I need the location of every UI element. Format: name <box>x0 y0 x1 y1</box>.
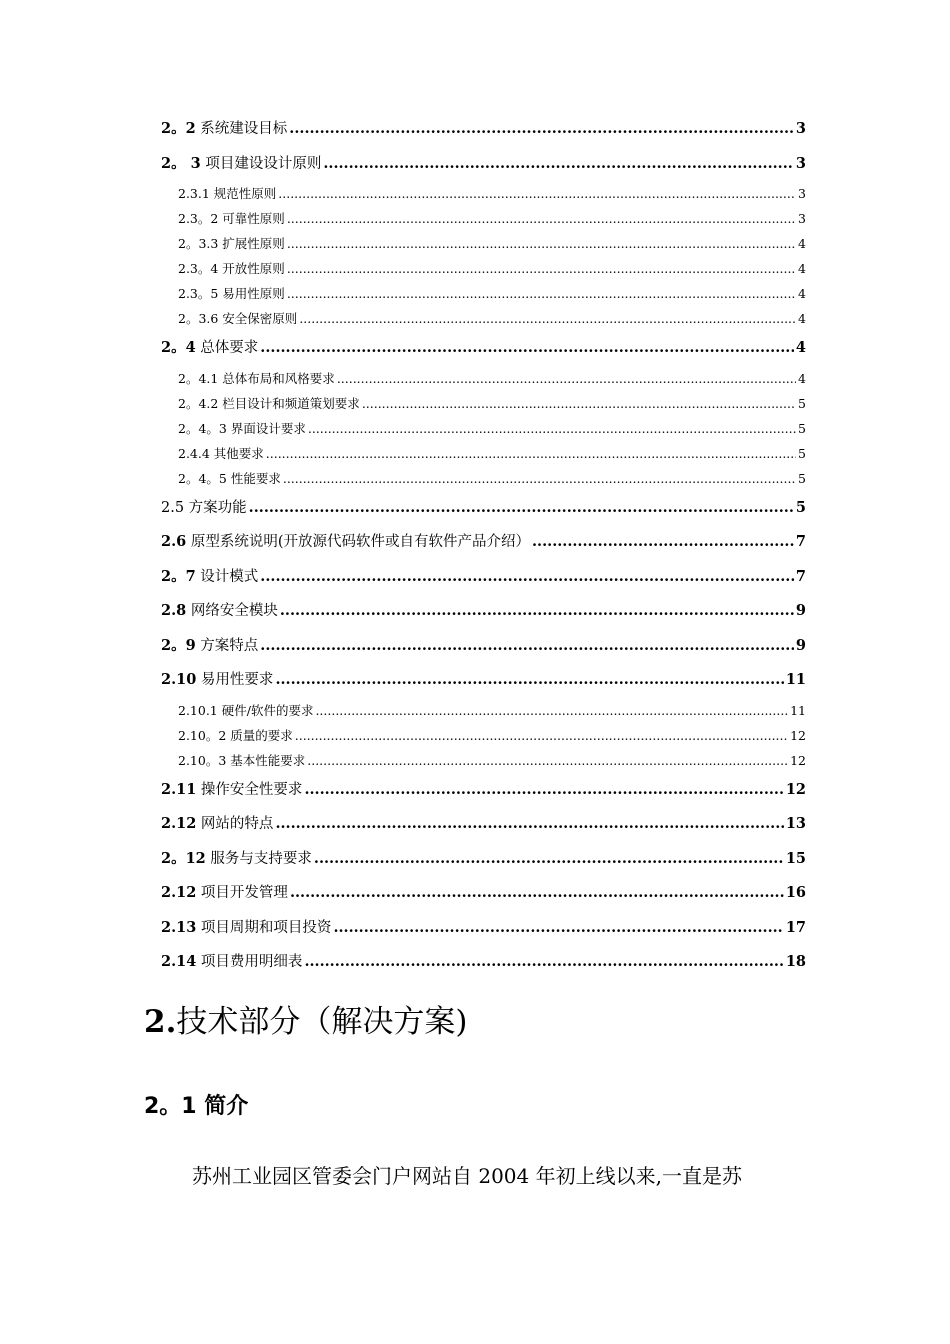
toc-dot-leader <box>260 331 794 366</box>
toc-page-number: 4 <box>795 339 806 356</box>
toc-dot-leader <box>260 629 794 664</box>
toc-entry-label <box>178 441 264 466</box>
toc-entry-label <box>161 773 302 808</box>
toc-page-number: 12 <box>790 727 806 743</box>
toc-page-number: 4 <box>798 236 806 251</box>
toc-entry-label <box>161 147 321 182</box>
toc-subentry[interactable] <box>161 256 806 281</box>
toc-entry-title: 项目开发管理 <box>196 885 288 901</box>
toc-entry[interactable] <box>161 945 806 980</box>
toc-entry-label <box>178 416 306 441</box>
toc-page-number: 18 <box>785 953 806 970</box>
toc-dot-leader <box>308 416 796 441</box>
toc-entry-label <box>161 876 288 911</box>
toc-entry-title: 操作安全性要求 <box>196 781 303 798</box>
toc-page-number: 11 <box>790 702 806 718</box>
toc-dot-leader <box>299 306 796 331</box>
toc-entry-title: 设计模式 <box>195 568 259 585</box>
section-heading-number: 2. <box>144 1004 177 1040</box>
toc-entry-label <box>178 466 281 491</box>
toc-entry-number: 2。7 <box>161 567 196 585</box>
toc-entry[interactable] <box>161 876 806 911</box>
toc-entry-number: 2.14 <box>161 953 197 970</box>
toc-entry-label <box>178 306 297 331</box>
toc-entry-title: 2.10。3 基本性能要求 <box>178 752 306 768</box>
toc-entry[interactable] <box>161 773 806 808</box>
toc-page-number: 11 <box>785 671 806 688</box>
toc-entry[interactable] <box>161 629 806 664</box>
toc-entry-label <box>161 911 331 946</box>
toc-dot-leader <box>307 748 788 773</box>
toc-page-number: 3 <box>795 120 806 137</box>
toc-entry-number: 2。 3 <box>161 154 201 172</box>
toc-page-number: 12 <box>790 752 806 768</box>
toc-entry-number: 2。9 <box>161 636 196 654</box>
toc-dot-leader <box>315 698 788 723</box>
toc-entry-title: 2。3.3 扩展性原则 <box>178 236 285 251</box>
toc-entry-label <box>161 629 258 664</box>
toc-entry-number: 2.8 <box>161 602 187 619</box>
toc-dot-leader <box>532 525 794 560</box>
toc-entry[interactable] <box>161 807 806 842</box>
toc-page-number: 17 <box>785 918 806 936</box>
toc-page-number: 4 <box>798 286 806 301</box>
toc-dot-leader <box>280 594 794 629</box>
toc-entry-title: 2.10.1 硬件/软件的要求 <box>178 702 314 718</box>
toc-entry-label <box>161 112 287 147</box>
toc-entry-title: 原型系统说明(开放源代码软件或自有软件产品介绍） <box>186 534 530 550</box>
section-heading <box>144 996 467 1041</box>
toc-entry-label <box>178 366 335 391</box>
toc-subentry[interactable] <box>161 748 806 773</box>
toc-entry-title: 项目周期和项目投资 <box>196 919 332 936</box>
toc-entry[interactable] <box>161 560 806 595</box>
toc-subentry[interactable] <box>161 281 806 306</box>
toc-dot-leader <box>287 281 796 306</box>
toc-page-number: 4 <box>798 261 806 276</box>
toc-entry-title: 易用性要求 <box>196 672 274 688</box>
toc-entry[interactable] <box>161 147 806 182</box>
toc-entry-label <box>161 663 273 698</box>
toc-entry[interactable] <box>161 663 806 698</box>
toc-entry-label <box>178 231 285 256</box>
toc-dot-leader <box>295 723 788 748</box>
toc-entry-label <box>178 206 285 231</box>
toc-dot-leader <box>249 491 794 526</box>
toc-dot-leader <box>287 231 796 256</box>
toc-subentry[interactable] <box>161 698 806 723</box>
toc-entry-label <box>178 748 305 773</box>
toc-entry-number: 2.12 <box>161 815 197 832</box>
toc-entry-label <box>161 945 302 980</box>
toc-entry-label <box>161 491 247 526</box>
toc-entry-label <box>161 594 278 629</box>
toc-dot-leader <box>275 807 783 842</box>
toc-page-number: 13 <box>785 815 806 832</box>
toc-subentry[interactable] <box>161 306 806 331</box>
toc-entry-title: 项目建设设计原则 <box>200 155 322 172</box>
toc-dot-leader <box>314 842 784 877</box>
toc-dot-leader <box>337 366 796 391</box>
toc-entry-title: 2.3.1 规范性原则 <box>178 186 277 201</box>
toc-subentry[interactable] <box>161 416 806 441</box>
toc-entry-label <box>178 698 313 723</box>
toc-entry-title: 总体要求 <box>195 340 259 356</box>
toc-entry-title: 2.3。4 开放性原则 <box>178 261 285 276</box>
toc-page-number: 5 <box>798 395 806 411</box>
toc-dot-leader <box>323 147 794 182</box>
toc-entry-number: 2。4 <box>161 339 196 356</box>
toc-dot-leader <box>287 206 796 231</box>
toc-page-number: 16 <box>785 884 806 901</box>
toc-entry[interactable] <box>161 911 806 946</box>
toc-dot-leader <box>283 466 796 491</box>
toc-subentry[interactable] <box>161 231 806 256</box>
toc-subentry[interactable] <box>161 466 806 491</box>
toc-entry-title: 2。4。3 界面设计要求 <box>178 420 306 436</box>
toc-entry[interactable] <box>161 112 806 147</box>
toc-subentry[interactable] <box>161 441 806 466</box>
toc-page-number: 4 <box>798 311 806 326</box>
toc-entry-label <box>178 723 293 748</box>
toc-entry-number: 2.11 <box>161 780 197 798</box>
toc-entry-title: 服务与支持要求 <box>205 850 312 867</box>
toc-entry-title: 方案特点 <box>195 637 259 654</box>
toc-subentry[interactable] <box>161 723 806 748</box>
toc-entry-title: 2.10。2 质量的要求 <box>178 727 293 743</box>
toc-dot-leader <box>290 876 784 911</box>
toc-dot-leader <box>362 391 796 416</box>
toc-dot-leader <box>278 181 796 206</box>
toc-page-number: 12 <box>785 780 806 798</box>
toc-dot-leader <box>287 256 796 281</box>
toc-page-number: 7 <box>795 533 806 550</box>
toc-entry-title: 2.3。5 易用性原则 <box>178 286 285 301</box>
toc-entry-number: 2。12 <box>161 849 206 867</box>
toc-entry-number: 2.6 <box>161 533 187 550</box>
toc-entry-label <box>161 525 530 560</box>
toc-page-number: 4 <box>798 370 806 386</box>
toc-entry-label <box>178 181 276 206</box>
toc-entry[interactable] <box>161 525 806 560</box>
toc-dot-leader <box>304 945 783 980</box>
toc-entry-number: 2.10 <box>161 671 197 688</box>
toc-dot-leader <box>266 441 796 466</box>
toc-entry-title: 项目费用明细表 <box>196 954 303 970</box>
toc-entry-number: 2。2 <box>161 120 196 137</box>
toc-subentry[interactable] <box>161 181 806 206</box>
toc-subentry[interactable] <box>161 206 806 231</box>
toc-entry-title: 2。4.2 栏目设计和频道策划要求 <box>178 395 360 411</box>
toc-subentry[interactable] <box>161 391 806 416</box>
toc-page-number: 5 <box>795 498 806 516</box>
toc-entry[interactable] <box>161 331 806 366</box>
subsection-heading: 2。1 简介 <box>144 1094 249 1119</box>
toc-entry-title: 2.3。2 可靠性原则 <box>178 211 285 226</box>
toc-entry-label <box>161 807 273 842</box>
toc-entry[interactable] <box>161 491 806 526</box>
toc-page-number: 9 <box>795 636 806 654</box>
toc-entry-title: 2。4.1 总体布局和风格要求 <box>178 370 335 386</box>
toc-page-number: 5 <box>798 470 806 486</box>
section-heading-text: 技术部分（解决方案) <box>176 1004 468 1040</box>
toc-entry-title: 网络安全模块 <box>186 603 278 619</box>
toc-entry-title: 2.4.4 其他要求 <box>178 445 264 461</box>
toc-entry-number: 2.13 <box>161 918 197 936</box>
toc-entry-label <box>161 560 258 595</box>
toc-subentry[interactable] <box>161 366 806 391</box>
toc-dot-leader <box>289 112 794 147</box>
toc-page-number: 3 <box>798 186 806 201</box>
toc-dot-leader <box>333 911 783 946</box>
toc-entry-label <box>178 281 285 306</box>
toc-dot-leader <box>304 773 783 808</box>
toc-entry-label <box>178 256 285 281</box>
toc-entry-number: 2.12 <box>161 884 197 901</box>
toc-entry-title: 系统建设目标 <box>195 121 288 137</box>
table-of-contents <box>161 112 806 980</box>
toc-entry-title: 2。3.6 安全保密原则 <box>178 311 298 326</box>
toc-entry-title: 2.5 方案功能 <box>161 499 247 516</box>
toc-entry-title: 2。4。5 性能要求 <box>178 470 281 486</box>
toc-entry-label <box>161 331 258 366</box>
toc-entry-label <box>178 391 360 416</box>
toc-page-number: 7 <box>795 567 806 585</box>
body-paragraph: 苏州工业园区管委会门户网站自 2004 年初上线以来,一直是苏 <box>192 1164 742 1188</box>
toc-page-number: 5 <box>798 445 806 461</box>
toc-page-number: 3 <box>798 211 806 226</box>
toc-page-number: 15 <box>785 849 806 867</box>
toc-entry[interactable] <box>161 594 806 629</box>
toc-page-number: 5 <box>798 420 806 436</box>
toc-dot-leader <box>260 560 794 595</box>
toc-page-number: 9 <box>795 602 806 619</box>
toc-entry[interactable] <box>161 842 806 877</box>
toc-entry-title: 网站的特点 <box>196 816 274 832</box>
toc-entry-label <box>161 842 312 877</box>
toc-page-number: 3 <box>795 154 806 172</box>
toc-dot-leader <box>275 663 783 698</box>
